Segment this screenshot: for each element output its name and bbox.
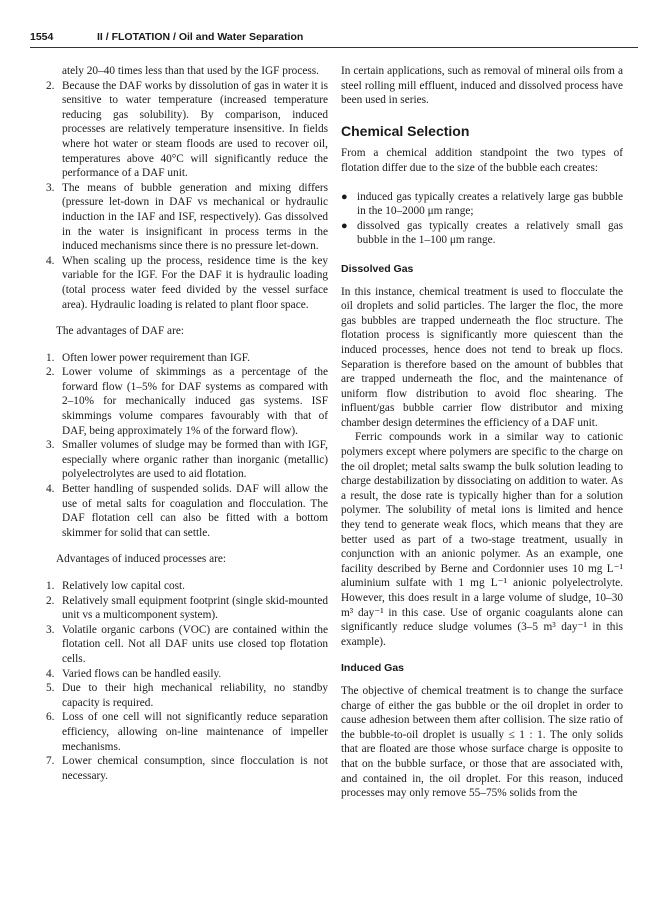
left-column <box>46 64 328 783</box>
list-item: 3. The means of bubble generation and mixing differs (pressure let-down in DAF vs mechanical or hydraulic induction in the IAF and ISF, respectively). Gas dissolved in the water is insignificant in process terms in the induced mechanisms since there is no pressure let-down. <box>46 181 328 253</box>
list-item: 4. Better handling of suspended solids. DAF will allow the use of metal salts for coagulation and flocculation. The DAF flotation cell can also be fitted with a bottom skimmer for solid that can settle. <box>46 483 328 539</box>
list-item: 1. Often lower power requirement than IGF. <box>46 351 250 364</box>
daf-advantages-intro: The advantages of DAF are: <box>56 325 184 338</box>
list-item: 1. Relatively low capital cost. <box>46 580 185 592</box>
list-item: ● induced gas typically creates a relatively large gas bubble in the 10–2000 μm range; <box>341 190 623 218</box>
running-title: II / FLOTATION / Oil and Water Separation <box>97 31 304 43</box>
list-item: 3. Smaller volumes of sludge may be formed than with IGF, especially where organic rather than inorganic (metallic) polyelectrolytes are used to aid flotation. <box>46 439 328 481</box>
section-intro: From a chemical addition standpoint the two types of flotation differ due to the size of the bubble each creates: <box>341 147 623 174</box>
section-heading: Chemical Selection <box>341 122 470 139</box>
list-item: 2. Lower volume of skimmings as a percentage of the forward flow (1–5% for DAF systems as compared with 2–10% for mechanically induced gas systems. ISF skimmings volume compares favourably with that of DAF, being approximately 1% of the forward flow). <box>46 366 328 437</box>
list-item: 2. Relatively small equipment footprint (single skid-mounted unit vs a multicomponent system). <box>46 594 328 622</box>
right-column <box>341 64 623 801</box>
dissolved-gas-heading: Dissolved Gas <box>341 262 414 275</box>
list-item: 6. Loss of one cell will not significantly reduce separation efficiency, allowing on-line maintenance of impeller mechanisms. <box>46 711 328 753</box>
dissolved-gas-paragraph-1: In this instance, chemical treatment is used to flocculate the oil droplets and solid particles. The larger the floc, the more gas bubbles are trapped underneath the floc structure. The flotation process is significantly more quiescent than the induced processes, hence does not tend to break up flocs. Separation is therefore based on the amount of bubbles that are trapped underneath the floc, and the maintenance of uniform flow distribution to avoid floc shearing. The influent/gas bubble carrier flow distributor and mixing chamber design determines the efficiency of a DAF unit. <box>341 285 623 429</box>
daf-advantages-list <box>46 351 328 541</box>
list-item: 4. Varied flows can be handled easily. <box>46 667 222 680</box>
list-item: 4. When scaling up the process, residence time is the key variable for the IGF. For the DAF it is hydraulic loading (total process water feed divided by the vessel surface area). Hydraulic loading is related to plant floor space. <box>46 254 328 311</box>
list-item: 7. Lower chemical consumption, since flocculation is not necessary. <box>46 755 328 782</box>
induced-advantages-list <box>46 579 328 783</box>
list-item: 5. Due to their high mechanical reliability, no standby capacity is required. <box>46 682 328 709</box>
list-item: 2. Because the DAF works by dissolution of gas in water it is sensitive to water temperature (increased temperature reducing gas solubility). By comparison, induced processes are relatively temperature insensitive. In fields where hot water or steam floods are used to recover oil, temperatures above 40°C will significantly reduce the performance of a DAF unit. <box>46 79 328 180</box>
induced-gas-heading: Induced Gas <box>341 662 405 675</box>
intro-list <box>46 64 328 312</box>
page-number: 1554 <box>30 31 54 43</box>
bubble-size-list <box>341 190 623 248</box>
induced-advantages-intro: Advantages of induced processes are: <box>56 553 227 566</box>
bullet-icon: ● <box>341 219 348 232</box>
list-item: ately 20–40 times less than that used by the IGF process. <box>62 65 319 77</box>
header-rule <box>30 47 638 48</box>
running-header <box>30 29 638 47</box>
list-item: ● dissolved gas typically creates a relatively small gas bubble in the 1–100 μm range. <box>341 219 623 247</box>
dissolved-gas-paragraph-2: Ferric compounds work in a similar way to cationic polymers except where polymers are specific to the charge on the oil droplet; metal salts swamp the bulk solution leading to charge destabilization by dissociating on addition to water. As a result, the dose rate is typically higher than for a solution polymer. The solubility of metal ions is limited and hence they tend to generate weak flocs, which means that they are better used as part of a two-stage treatment, usually in conjunction with an anionic polymer. As an example, one facility described by Berne and Cordonnier uses 10 mg L⁻¹ aluminium sulfate with 1 mg L⁻¹ anionic polyelectrolyte. However, this does result in a large volume of sludge, 10–30 m³ day⁻¹ in this case. Use of organic coagulants alone can significantly reduce sludge volumes (3–5 m³ day⁻¹ in this example). <box>341 431 623 648</box>
list-item: 3. Volatile organic carbons (VOC) are contained within the flotation cell. Not all DAF units use closed top flotation cells. <box>46 623 328 665</box>
induced-gas-paragraph: The objective of chemical treatment is to change the surface charge of either the gas bubble or the oil droplet in order to cause adhesion between them after collision. The size ratio of the bubble-to-oil droplet is usually ≤ 1 : 1. The only solids that are floated are those whose surface charge is opposite to that on the bubble surface, or those that are associated with, and contained in, the oil droplet. For this reason, induced processes may only remove 55–75% solids from the <box>341 684 623 800</box>
bullet-icon: ● <box>341 190 348 203</box>
opening-paragraph: In certain applications, such as removal of mineral oils from a steel rolling mill effluent, induced and dissolved process have been used in series. <box>341 65 623 107</box>
